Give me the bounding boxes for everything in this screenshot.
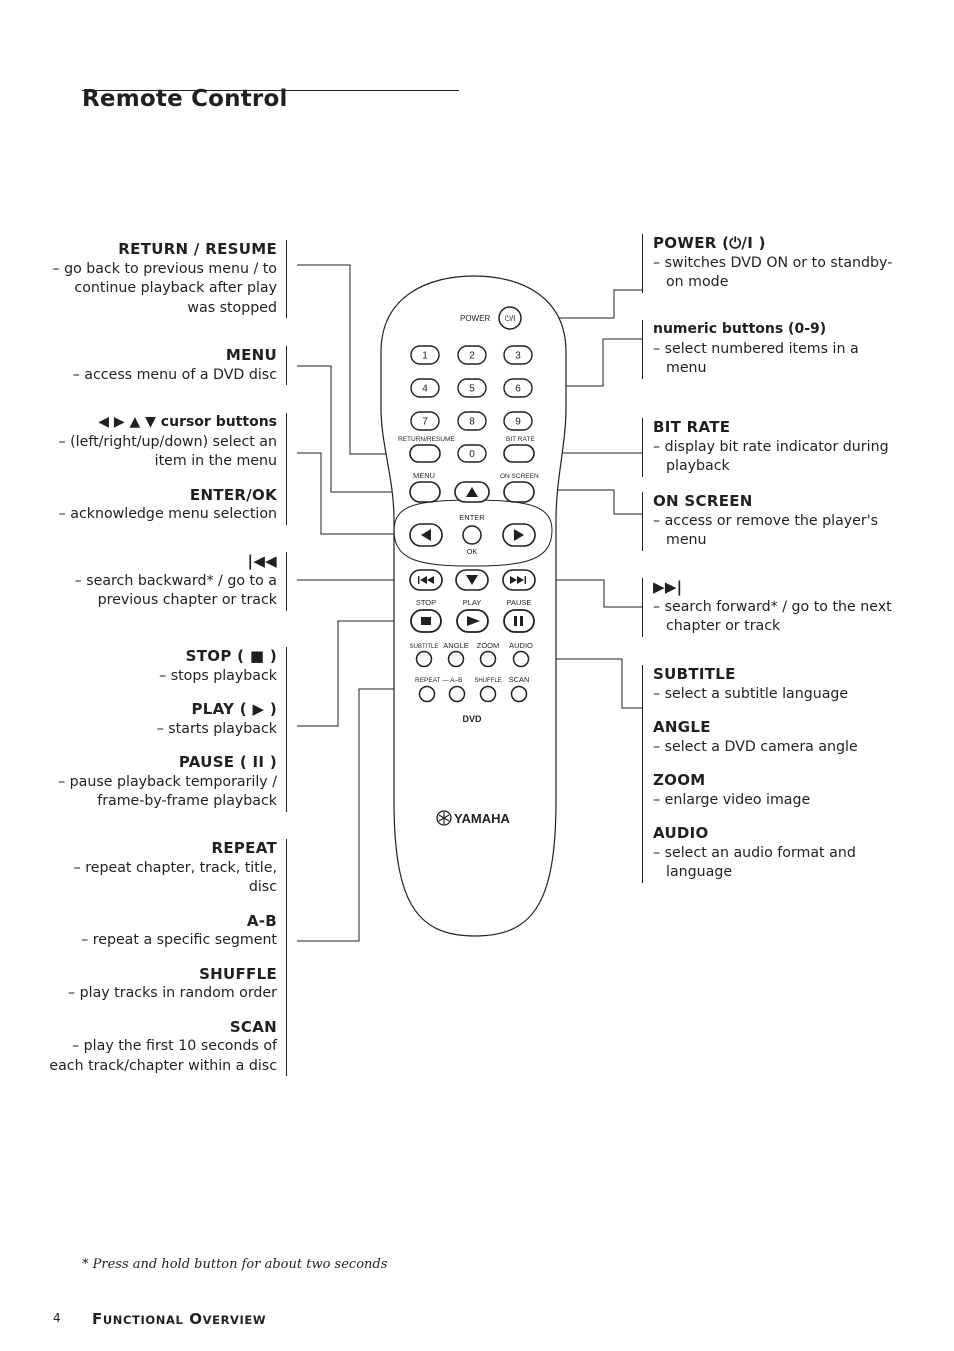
return-resume-label: RETURN/RESUME: [398, 436, 455, 443]
callout-zoom-desc: – enlarge video image: [653, 791, 811, 808]
callout-next-desc: – search forward* / go to the next chapter or track: [653, 598, 892, 634]
section-title: [92, 1310, 266, 1328]
angle-label: ANGLE: [443, 641, 469, 650]
scan-label: SCAN: [508, 675, 530, 684]
callout-pause-label: PAUSE ( II ): [178, 753, 277, 771]
footnote: * Press and hold button for about two seconds: [82, 1257, 388, 1272]
callout-subtitle-desc: – select a subtitle language: [653, 685, 849, 702]
callout-shuffle-desc: – play tracks in random order: [68, 985, 277, 1001]
digit-3-label: 3: [515, 350, 521, 362]
callout-scan-desc: – play the first 10 seconds of each track/chapter within a disc: [49, 1038, 277, 1074]
page-title: Remote Control: [82, 86, 288, 112]
on-screen-label: ON SCREEN: [500, 473, 539, 480]
ok-label: OK: [466, 547, 478, 556]
callout-zoom-label: ZOOM: [653, 771, 706, 789]
callout-power-label: POWER (⏻/I ): [653, 234, 766, 252]
pause-button[interactable]: [504, 610, 534, 632]
zoom-button[interactable]: [481, 652, 496, 667]
callout-audio-desc: – select an audio format and language: [653, 844, 856, 880]
callout-audio-label: AUDIO: [653, 824, 709, 842]
power-label: POWER: [460, 314, 491, 323]
bit-rate-button[interactable]: [504, 445, 534, 462]
callout-play-label: PLAY ( ▶ ): [191, 700, 277, 718]
callout-on-screen-label: ON SCREEN: [653, 492, 753, 510]
callout-return-resume-desc: – go back to previous menu / to continue playback after play was stopped: [52, 260, 277, 316]
return-resume-button[interactable]: [410, 445, 440, 462]
stop-label: STOP: [415, 598, 437, 607]
angle-button[interactable]: [449, 652, 464, 667]
callout-bit-rate-desc: – display bit rate indicator during playback: [653, 438, 889, 474]
callout-previous-label: |◀◀: [247, 552, 277, 570]
callout-angle-label: ANGLE: [653, 718, 711, 736]
power-icon: ⏻/I: [504, 314, 516, 323]
callout-on-screen-desc: – access or remove the player's menu: [653, 512, 879, 548]
callout-return-resume-label: RETURN / RESUME: [118, 240, 277, 258]
zoom-label: ZOOM: [476, 641, 500, 650]
section-initial-o: O: [189, 1310, 203, 1328]
shuffle-button[interactable]: [481, 687, 496, 702]
shuffle-label: SHUFFLE: [474, 678, 502, 684]
repeat-button[interactable]: [420, 687, 435, 702]
repeat-ab-label: REPEAT — A–B: [415, 677, 463, 684]
enter-label: ENTER: [459, 513, 485, 522]
callout-next-label: ▶▶|: [653, 578, 683, 596]
callout-pause-desc: – pause playback temporarily / frame-by-frame playback: [58, 773, 277, 809]
digit-8-label: 8: [469, 416, 475, 428]
digit-0-label: 0: [469, 449, 475, 460]
callout-subtitle-label: SUBTITLE: [653, 665, 736, 683]
callout-menu-desc: – access menu of a DVD disc: [72, 366, 277, 383]
on-screen-button[interactable]: [504, 482, 534, 502]
callout-stop-label: STOP ( ■ ): [185, 647, 277, 665]
digit-7-label: 7: [422, 416, 428, 428]
digit-4-label: 4: [422, 383, 428, 395]
callout-cursor-buttons-desc: – (left/right/up/down) select an item in the menu: [58, 433, 277, 469]
section-word-1: UNCTIONAL: [102, 1313, 184, 1327]
callout-menu-label: MENU: [225, 346, 277, 364]
callout-a-b-desc: – repeat a specific segment: [81, 932, 277, 948]
callout-play-desc: – starts playback: [156, 720, 277, 737]
callout-cursor-buttons-label: ◀ ▶ ▲ ▼ cursor buttons: [98, 414, 277, 430]
callout-repeat-desc: – repeat chapter, track, title, disc: [73, 859, 277, 895]
stop-icon: [421, 617, 431, 625]
digit-6-label: 6: [515, 383, 521, 395]
audio-button[interactable]: [514, 652, 529, 667]
play-label: PLAY: [462, 598, 482, 607]
callout-previous-desc: – search backward* / go to a previous chapter or track: [74, 572, 277, 608]
menu-label: MENU: [413, 471, 436, 480]
pause-label: PAUSE: [506, 598, 532, 607]
callout-angle-desc: – select a DVD camera angle: [653, 738, 858, 755]
dvd-label: DVD: [462, 714, 482, 724]
subtitle-label: SUBTITLE: [409, 644, 439, 650]
enter-ok-button[interactable]: [463, 526, 481, 544]
section-initial-f: F: [92, 1310, 103, 1328]
menu-button[interactable]: [410, 482, 440, 502]
yamaha-brand: YAMAHA: [454, 811, 510, 826]
page-number: 4: [53, 1311, 61, 1325]
digit-1-label: 1: [422, 350, 428, 362]
section-word-2: VERVIEW: [202, 1313, 267, 1327]
callout-power-desc: – switches DVD ON or to standby-on mode: [653, 254, 893, 290]
callout-enter-ok-label: ENTER/OK: [189, 485, 277, 504]
callout-a-b-label: A-B: [246, 911, 277, 930]
digit-9-label: 9: [515, 416, 521, 428]
bit-rate-label: BIT RATE: [506, 436, 535, 443]
digit-5-label: 5: [469, 383, 475, 395]
callout-stop-desc: – stops playback: [159, 667, 277, 684]
a-b-button[interactable]: [450, 687, 465, 702]
callout-scan-label: SCAN: [229, 1017, 277, 1036]
callout-shuffle-label: SHUFFLE: [199, 964, 277, 983]
scan-button[interactable]: [512, 687, 527, 702]
callout-bit-rate-label: BIT RATE: [653, 418, 731, 436]
callout-repeat-label: REPEAT: [211, 839, 277, 857]
subtitle-button[interactable]: [417, 652, 432, 667]
digit-2-label: 2: [469, 350, 475, 362]
audio-label: AUDIO: [509, 641, 533, 650]
callout-numeric-buttons-desc: – select numbered items in a menu: [653, 340, 859, 376]
callout-numeric-buttons-label: numeric buttons (0-9): [653, 321, 827, 337]
callout-enter-ok-desc: – acknowledge menu selection: [58, 506, 277, 522]
